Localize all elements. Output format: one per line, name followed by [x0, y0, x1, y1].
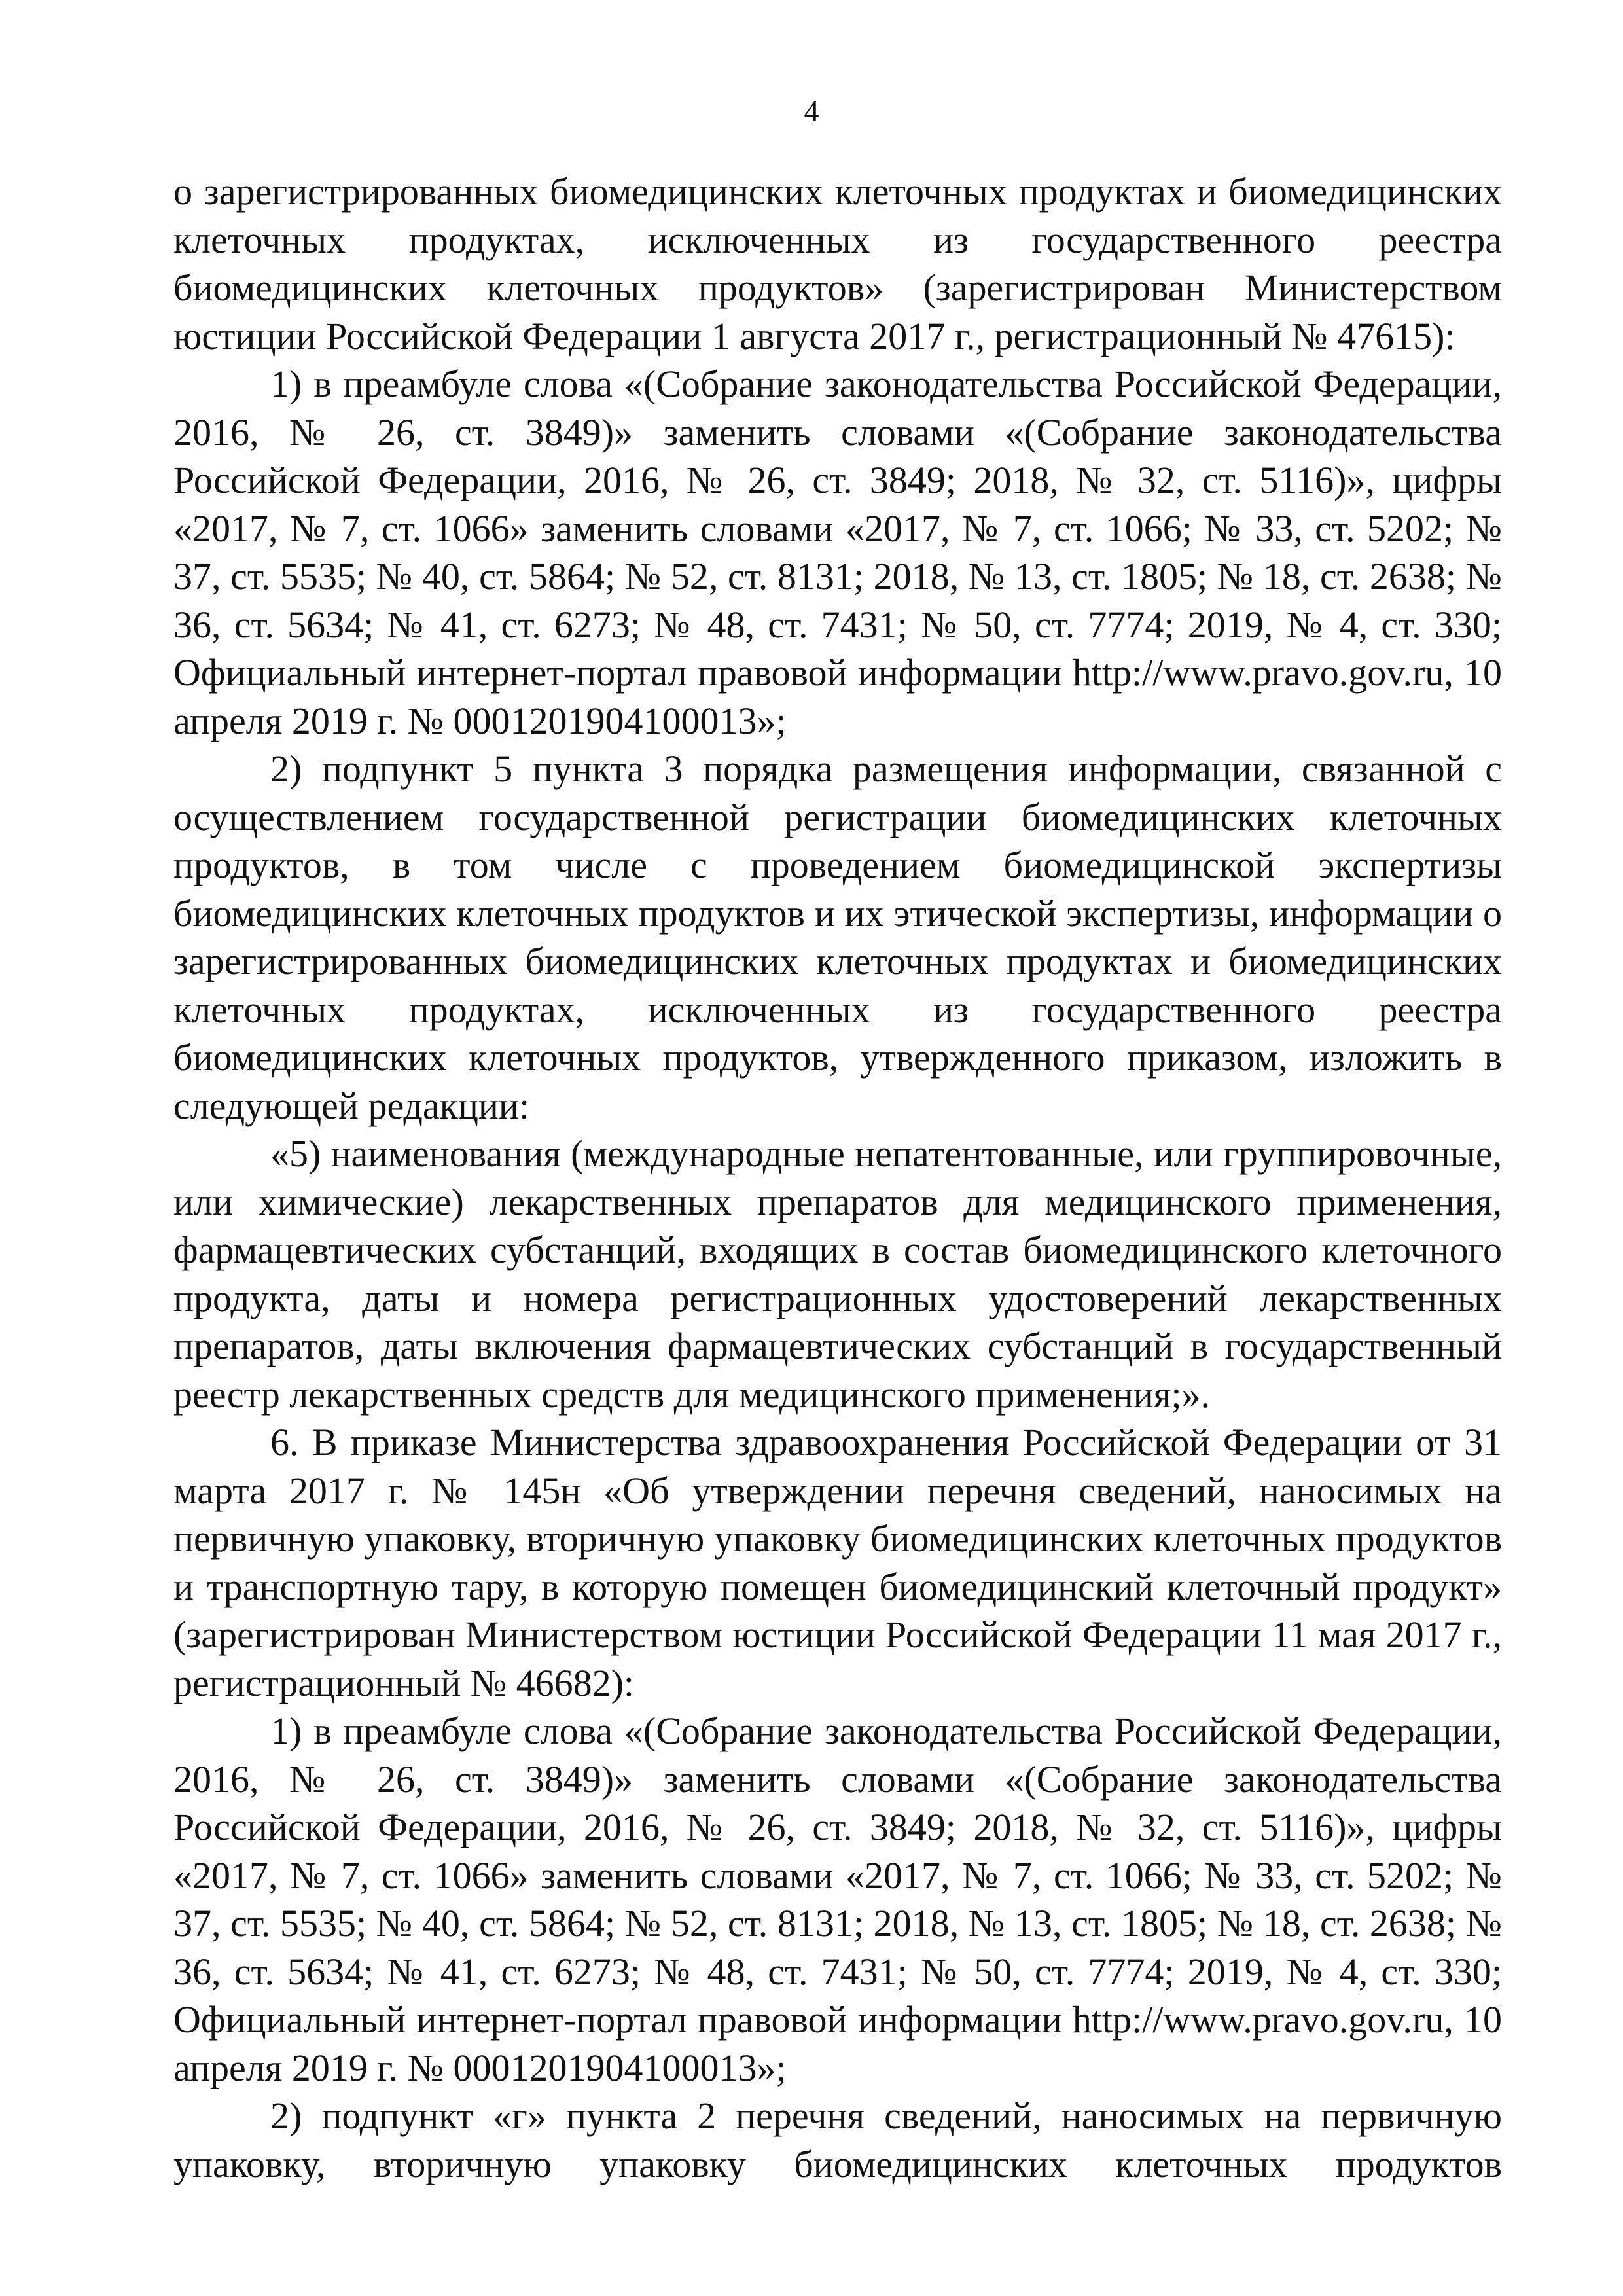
paragraph-subclause-5-amendment: 2) подпункт 5 пункта 3 порядка размещения информации, связанной с осуществлением государственной регистрации биомедицинских клеточных продуктов, в том числе с проведением биомедицинской экспертизы биомедицинских клеточных продуктов и их этической экспертизы, информации о зарегистрированных биомедицинских клеточных продуктах и биомедицинских клеточных продуктах, исключенных из государственного реестра биомедицинских клеточных продуктов, утвержденного приказом, изложить в следующей редакции: [173, 747, 1502, 1127]
paragraph-preamble-amendment: 1) в преамбуле слова «(Собрание законодательства Российской Федерации, 2016, № 26, ст. 3849)» заменить словами «(Собрание законодательства Российской Федерации, 2016, № 26, ст. 3849; 2018, № 32, ст. 5116)», цифры «2017, № 7, ст. 1066» заменить словами «2017, № 7, ст. 1066; № 33, ст. 5202; № 37, ст. 5535; № 40, ст. 5864; № 52, ст. 8131; 2018, № 13, ст. 1805; № 18, ст. 2638; № 36, ст. 5634; № 41, ст. 6273; № 48, ст. 7431; № 50, ст. 7774; 2019, № 4, ст. 330; Официальный интернет-портал правовой информации http://www.pravo.gov.ru, 10 апреля 2019 г. № 0001201904100013»; [173, 363, 1502, 742]
paragraph-new-wording: «5) наименования (международные непатентованные, или группировочные, или химические) лекарственных препаратов для медицинского применения, фармацевтических субстанций, входящих в состав биомедицинского клеточного продукта, даты и номера регистрационных удостоверений лекарственных препаратов, даты включения фармацевтических субстанций в государственный реестр лекарственных средств для медицинского применения;». [173, 1132, 1502, 1416]
page-number: 4 [804, 94, 819, 128]
paragraph-subclause-g-amendment: 2) подпункт «г» пункта 2 перечня сведений, наносимых на первичную упаковку, вторичную упаковку биомедицинских клеточных продуктов [173, 2094, 1502, 2185]
paragraph-preamble-amendment-2: 1) в преамбуле слова «(Собрание законодательства Российской Федерации, 2016, № 26, ст. 3849)» заменить словами «(Собрание законодательства Российской Федерации, 2016, № 26, ст. 3849; 2018, № 32, ст. 5116)», цифры «2017, № 7, ст. 1066» заменить словами «2017, № 7, ст. 1066; № 33, ст. 5202; № 37, ст. 5535; № 40, ст. 5864; № 52, ст. 8131; 2018, № 13, ст. 1805; № 18, ст. 2638; № 36, ст. 5634; № 41, ст. 6273; № 48, ст. 7431; № 50, ст. 7774; 2019, № 4, ст. 330; Официальный интернет-портал правовой информации http://www.pravo.gov.ru, 10 апреля 2019 г. № 0001201904100013»; [173, 1710, 1502, 2089]
paragraph-continuation: о зарегистрированных биомедицинских клеточных продуктах и биомедицинских клеточных продуктах, исключенных из государственного реестра биомедицинских клеточных продуктов» (зарегистрирован Министерством юстиции Российской Федерации 1 августа 2017 г., регистрационный № 47615): [173, 170, 1502, 357]
paragraph-item-6: 6. В приказе Министерства здравоохранения Российской Федерации от 31 марта 2017 г. № 145н «Об утверждении перечня сведений, наносимых на первичную упаковку, вторичную упаковку биомедицинских клеточных продуктов и транспортную тару, в которую помещен биомедицинский клеточный продукт» (зарегистрирован Министерством юстиции Российской Федерации 11 мая 2017 г., регистрационный № 46682): [173, 1421, 1502, 1704]
document-body [173, 168, 1502, 2188]
